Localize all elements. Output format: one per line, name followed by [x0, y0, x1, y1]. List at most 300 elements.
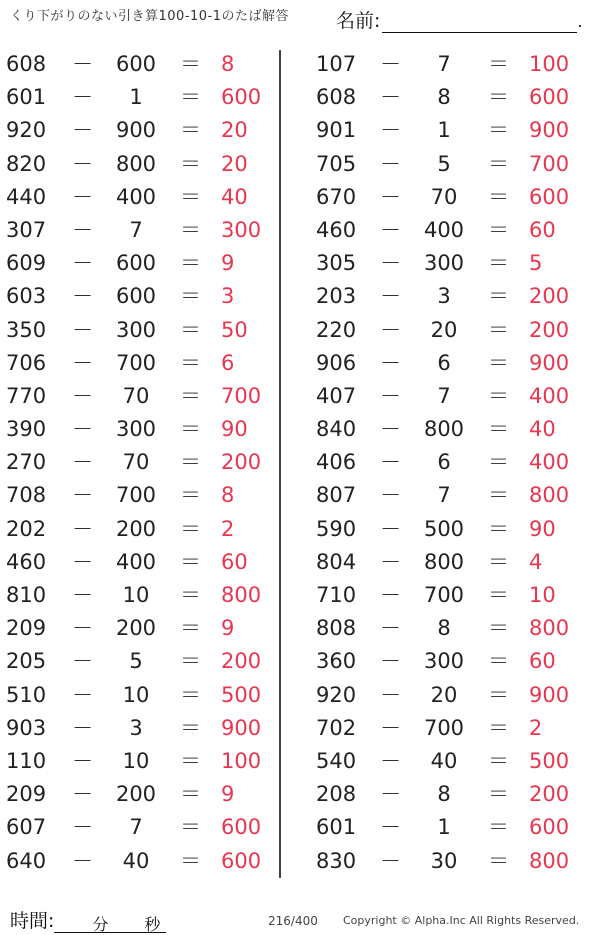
answer: 600 [221, 85, 262, 110]
minus-sign: － [72, 583, 93, 607]
minus-sign: － [72, 516, 93, 541]
minus-sign: － [380, 118, 401, 143]
problem-row [0, 148, 300, 181]
subtrahend: 8 [437, 85, 451, 110]
problem-row [300, 380, 600, 413]
minus-sign: － [72, 350, 93, 375]
equals-sign: ＝ [488, 616, 509, 641]
minuend: 920 [316, 682, 357, 707]
minus-sign: － [72, 450, 93, 475]
equals-sign: ＝ [180, 715, 201, 740]
minuend: 640 [6, 848, 47, 873]
subtrahend: 10 [122, 748, 150, 773]
minuend: 460 [316, 217, 357, 242]
minuend: 708 [6, 483, 47, 508]
minus-sign: － [72, 251, 93, 276]
answer: 90 [221, 417, 248, 442]
minuend: 920 [6, 118, 47, 143]
subtrahend: 70 [430, 184, 458, 209]
answer: 300 [221, 217, 262, 242]
answer: 400 [529, 383, 570, 408]
problem-row [300, 546, 600, 579]
equals-sign: ＝ [180, 85, 201, 110]
problem-row [0, 314, 300, 347]
answer: 400 [529, 450, 570, 475]
subtrahend: 800 [115, 151, 157, 176]
answer: 500 [221, 682, 262, 707]
minuend: 209 [6, 616, 47, 641]
problem-row [0, 114, 300, 147]
name-dot: . [577, 12, 583, 31]
problem-row [0, 778, 300, 811]
answer: 200 [529, 317, 570, 342]
subtrahend: 300 [423, 649, 465, 674]
problem-row [0, 645, 300, 678]
minus-sign: － [380, 85, 401, 110]
equals-sign: ＝ [488, 417, 509, 442]
minus-sign: － [72, 649, 93, 674]
answer: 60 [529, 217, 556, 242]
subtrahend: 300 [115, 317, 157, 342]
subtrahend: 800 [423, 417, 465, 442]
problem-row [0, 546, 300, 579]
minuend: 540 [316, 748, 357, 773]
problem-row [300, 745, 600, 778]
problem-row [0, 479, 300, 512]
answer: 200 [221, 649, 262, 674]
equals-sign: ＝ [488, 483, 509, 508]
minus-sign: － [380, 583, 401, 607]
answer: 600 [221, 848, 262, 873]
problem-row [0, 845, 300, 878]
problem-row [300, 314, 600, 347]
minus-sign: － [380, 715, 401, 740]
name-field [336, 6, 583, 33]
problem-row [0, 612, 300, 645]
subtrahend: 30 [430, 848, 458, 873]
minuend: 804 [316, 549, 357, 574]
equals-sign: ＝ [180, 549, 201, 574]
subtrahend: 7 [129, 815, 143, 840]
name-underline [382, 14, 577, 33]
copyright-text: Copyright © Alpha.Inc All Rights Reserved. [343, 914, 580, 927]
minus-sign: － [72, 85, 93, 110]
answer: 6 [221, 350, 235, 375]
subtrahend: 7 [129, 217, 143, 242]
minus-sign: － [72, 815, 93, 840]
answer: 700 [529, 151, 570, 176]
problem-row [0, 712, 300, 745]
left-problem-column [0, 48, 300, 878]
minuend: 460 [6, 549, 47, 574]
minus-sign: － [380, 350, 401, 375]
minuend: 205 [6, 649, 47, 674]
minus-sign: － [380, 682, 401, 707]
equals-sign: ＝ [488, 317, 509, 342]
minuend: 810 [6, 583, 47, 607]
seconds-label: 秒 [144, 915, 161, 934]
problem-row [0, 181, 300, 214]
subtrahend: 10 [122, 583, 150, 607]
minus-sign: － [380, 848, 401, 873]
answer: 8 [221, 52, 235, 76]
answer: 500 [529, 748, 570, 773]
equals-sign: ＝ [488, 251, 509, 276]
minuend: 807 [316, 483, 357, 508]
equals-sign: ＝ [488, 715, 509, 740]
problem-row [300, 446, 600, 479]
minuend: 202 [6, 516, 47, 541]
subtrahend: 400 [115, 184, 157, 209]
minuend: 770 [6, 383, 47, 408]
answer: 40 [529, 417, 556, 442]
subtrahend: 3 [129, 715, 143, 740]
minus-sign: － [380, 217, 401, 242]
answer: 200 [529, 782, 570, 807]
equals-sign: ＝ [488, 583, 509, 607]
minus-sign: － [72, 715, 93, 740]
minus-sign: － [380, 649, 401, 674]
answer: 9 [221, 616, 235, 641]
minus-sign: － [72, 151, 93, 176]
minuend: 702 [316, 715, 357, 740]
equals-sign: ＝ [180, 748, 201, 773]
time-underline [54, 912, 166, 933]
subtrahend: 200 [115, 516, 157, 541]
answer: 100 [221, 748, 262, 773]
problem-row [300, 247, 600, 280]
minuend: 840 [316, 417, 357, 442]
minus-sign: － [380, 815, 401, 840]
problem-row [300, 811, 600, 844]
subtrahend: 10 [122, 682, 150, 707]
minus-sign: － [72, 118, 93, 143]
subtrahend: 20 [430, 682, 458, 707]
subtrahend: 400 [423, 217, 465, 242]
answer: 900 [529, 118, 570, 143]
minuend: 609 [6, 251, 47, 276]
problem-row [300, 479, 600, 512]
minus-sign: － [380, 251, 401, 276]
equals-sign: ＝ [180, 317, 201, 342]
answer: 800 [529, 616, 570, 641]
answer: 200 [221, 450, 262, 475]
minuend: 350 [6, 317, 47, 342]
problem-row [0, 579, 300, 612]
problem-row [0, 280, 300, 313]
equals-sign: ＝ [488, 682, 509, 707]
equals-sign: ＝ [180, 483, 201, 508]
minuend: 706 [6, 350, 47, 375]
answer: 600 [529, 85, 570, 110]
minuend: 808 [316, 616, 357, 641]
problem-row [0, 811, 300, 844]
equals-sign: ＝ [488, 284, 509, 309]
equals-sign: ＝ [180, 52, 201, 76]
minus-sign: － [72, 549, 93, 574]
equals-sign: ＝ [488, 118, 509, 143]
problem-row [0, 513, 300, 546]
subtrahend: 300 [423, 251, 465, 276]
answer: 900 [221, 715, 262, 740]
equals-sign: ＝ [180, 118, 201, 143]
problem-row [0, 48, 300, 81]
subtrahend: 700 [115, 350, 157, 375]
subtrahend: 5 [437, 151, 451, 176]
name-label: 名前: [336, 10, 381, 32]
minus-sign: － [72, 682, 93, 707]
problem-row [0, 745, 300, 778]
problem-row [0, 446, 300, 479]
minus-sign: － [380, 184, 401, 209]
answer: 800 [529, 848, 570, 873]
minus-sign: － [380, 616, 401, 641]
answer: 600 [529, 815, 570, 840]
subtrahend: 5 [129, 649, 143, 674]
minus-sign: － [72, 417, 93, 442]
subtrahend: 70 [122, 450, 150, 475]
problem-row [0, 679, 300, 712]
answer: 900 [529, 350, 570, 375]
minuend: 608 [6, 52, 47, 76]
answer: 9 [221, 782, 235, 807]
problem-row [0, 413, 300, 446]
subtrahend: 600 [115, 52, 157, 76]
minus-sign: － [72, 848, 93, 873]
answer: 90 [529, 516, 556, 541]
minuend: 903 [6, 715, 47, 740]
equals-sign: ＝ [488, 815, 509, 840]
minuend: 360 [316, 649, 357, 674]
answer: 4 [529, 549, 543, 574]
equals-sign: ＝ [488, 649, 509, 674]
problem-row [300, 148, 600, 181]
minus-sign: － [72, 217, 93, 242]
subtrahend: 900 [115, 118, 157, 143]
problem-row [300, 679, 600, 712]
equals-sign: ＝ [180, 417, 201, 442]
subtrahend: 200 [115, 782, 157, 807]
equals-sign: ＝ [180, 815, 201, 840]
problem-row [300, 280, 600, 313]
time-label: 時間: [10, 910, 55, 932]
minuend: 110 [6, 748, 47, 773]
equals-sign: ＝ [180, 450, 201, 475]
problem-row [300, 712, 600, 745]
problem-row [300, 114, 600, 147]
equals-sign: ＝ [180, 217, 201, 242]
minuend: 407 [316, 383, 357, 408]
minus-sign: － [72, 483, 93, 508]
minus-sign: － [380, 52, 401, 76]
minuend: 203 [316, 284, 357, 309]
minuend: 209 [6, 782, 47, 807]
problem-row [300, 612, 600, 645]
minuend: 670 [316, 184, 357, 209]
minus-sign: － [380, 483, 401, 508]
answer: 20 [221, 151, 248, 176]
problem-row [0, 247, 300, 280]
right-problem-column [300, 48, 600, 878]
equals-sign: ＝ [180, 516, 201, 541]
minuend: 901 [316, 118, 357, 143]
equals-sign: ＝ [180, 251, 201, 276]
equals-sign: ＝ [488, 782, 509, 807]
subtrahend: 7 [437, 383, 451, 408]
problem-row [300, 645, 600, 678]
subtrahend: 200 [115, 616, 157, 641]
answer: 40 [221, 184, 248, 209]
equals-sign: ＝ [488, 383, 509, 408]
equals-sign: ＝ [488, 52, 509, 76]
subtrahend: 1 [437, 118, 451, 143]
answer: 20 [221, 118, 248, 143]
subtrahend: 700 [115, 483, 157, 508]
minuend: 307 [6, 217, 47, 242]
minus-sign: － [380, 151, 401, 176]
problem-row [0, 380, 300, 413]
equals-sign: ＝ [488, 848, 509, 873]
problem-row [300, 181, 600, 214]
subtrahend: 800 [423, 549, 465, 574]
subtrahend: 700 [423, 715, 465, 740]
equals-sign: ＝ [180, 616, 201, 641]
equals-sign: ＝ [488, 217, 509, 242]
minuend: 270 [6, 450, 47, 475]
answer: 200 [529, 284, 570, 309]
problem-row [300, 579, 600, 612]
minuend: 705 [316, 151, 357, 176]
answer: 60 [529, 649, 556, 674]
minus-sign: － [380, 549, 401, 574]
subtrahend: 600 [115, 284, 157, 309]
equals-sign: ＝ [180, 848, 201, 873]
minus-sign: － [72, 184, 93, 209]
subtrahend: 1 [129, 85, 143, 110]
subtrahend: 20 [430, 317, 458, 342]
minus-sign: － [380, 317, 401, 342]
answer: 9 [221, 251, 235, 276]
equals-sign: ＝ [180, 383, 201, 408]
minuend: 906 [316, 350, 357, 375]
minutes-label: 分 [92, 915, 109, 934]
minus-sign: － [380, 516, 401, 541]
subtrahend: 500 [423, 516, 465, 541]
minuend: 710 [316, 583, 357, 607]
problem-row [0, 81, 300, 114]
subtrahend: 3 [437, 284, 451, 309]
subtrahend: 8 [437, 616, 451, 641]
subtrahend: 400 [115, 549, 157, 574]
answer: 800 [221, 583, 262, 607]
minuend: 607 [6, 815, 47, 840]
subtrahend: 8 [437, 782, 451, 807]
minus-sign: － [380, 782, 401, 807]
minuend: 601 [6, 85, 47, 110]
minuend: 406 [316, 450, 357, 475]
subtrahend: 6 [437, 450, 451, 475]
minuend: 820 [6, 151, 47, 176]
equals-sign: ＝ [488, 151, 509, 176]
answer: 800 [529, 483, 570, 508]
problem-row [0, 347, 300, 380]
equals-sign: ＝ [180, 350, 201, 375]
minuend: 305 [316, 251, 357, 276]
equals-sign: ＝ [180, 184, 201, 209]
answer: 3 [221, 284, 235, 309]
problem-row [0, 214, 300, 247]
equals-sign: ＝ [180, 649, 201, 674]
worksheet-title: くり下がりのない引き算100-10-1のたば解答 [10, 9, 290, 24]
problem-row [300, 347, 600, 380]
minuend: 590 [316, 516, 357, 541]
time-field [10, 906, 166, 933]
answer: 8 [221, 483, 235, 508]
minuend: 830 [316, 848, 357, 873]
equals-sign: ＝ [488, 748, 509, 773]
answer: 100 [529, 52, 570, 76]
subtrahend: 70 [122, 383, 150, 408]
minus-sign: － [72, 383, 93, 408]
problem-row [300, 214, 600, 247]
minuend: 220 [316, 317, 357, 342]
subtrahend: 6 [437, 350, 451, 375]
problem-row [300, 81, 600, 114]
equals-sign: ＝ [180, 284, 201, 309]
subtrahend: 600 [115, 251, 157, 276]
answer: 600 [221, 815, 262, 840]
answer: 60 [221, 549, 248, 574]
equals-sign: ＝ [488, 516, 509, 541]
subtrahend: 300 [115, 417, 157, 442]
answer: 10 [529, 583, 556, 607]
equals-sign: ＝ [488, 85, 509, 110]
minuend: 510 [6, 682, 47, 707]
minus-sign: － [380, 748, 401, 773]
answer: 50 [221, 317, 248, 342]
minus-sign: － [72, 748, 93, 773]
minuend: 608 [316, 85, 357, 110]
equals-sign: ＝ [180, 583, 201, 607]
answer: 2 [221, 516, 235, 541]
subtrahend: 40 [430, 748, 458, 773]
minus-sign: － [380, 417, 401, 442]
answer: 700 [221, 383, 262, 408]
problem-row [300, 513, 600, 546]
minus-sign: － [72, 782, 93, 807]
minus-sign: － [72, 284, 93, 309]
minuend: 603 [6, 284, 47, 309]
answer: 2 [529, 715, 543, 740]
subtrahend: 7 [437, 483, 451, 508]
equals-sign: ＝ [180, 782, 201, 807]
minuend: 390 [6, 417, 47, 442]
subtrahend: 1 [437, 815, 451, 840]
minuend: 208 [316, 782, 357, 807]
answer: 600 [529, 184, 570, 209]
minuend: 107 [316, 52, 357, 76]
answer: 900 [529, 682, 570, 707]
equals-sign: ＝ [180, 151, 201, 176]
minuend: 601 [316, 815, 357, 840]
equals-sign: ＝ [488, 184, 509, 209]
minus-sign: － [72, 52, 93, 76]
equals-sign: ＝ [488, 350, 509, 375]
equals-sign: ＝ [180, 682, 201, 707]
minus-sign: － [380, 450, 401, 475]
equals-sign: ＝ [488, 450, 509, 475]
problem-row [300, 413, 600, 446]
